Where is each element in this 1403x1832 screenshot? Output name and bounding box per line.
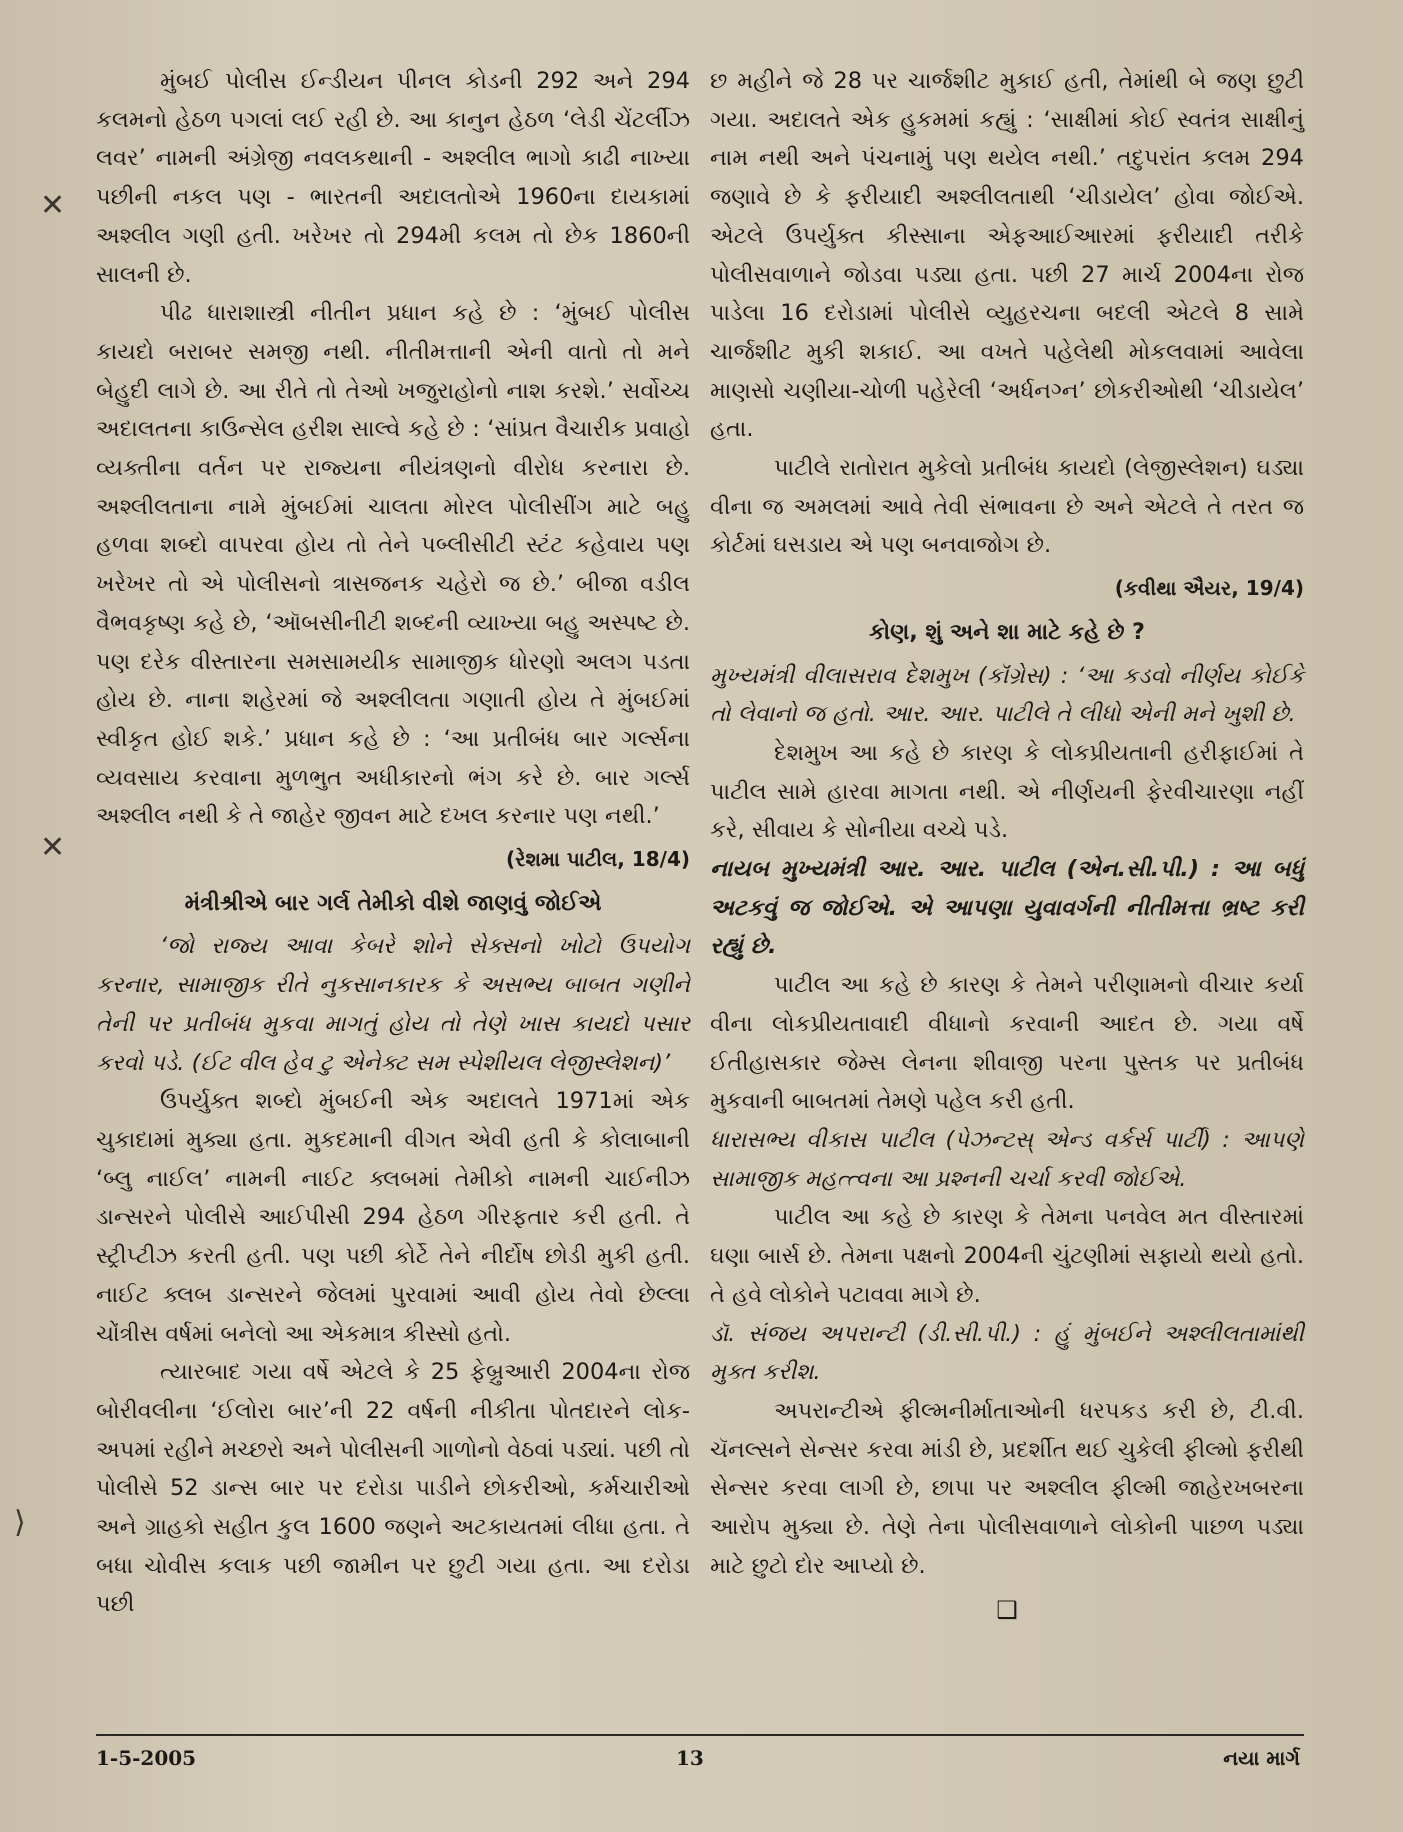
italic-quote: ડૉ. સંજય અપરાન્ટી (ડી.સી.પી.) : હું મુંબઈને અશ્લીલતામાંથી મુક્ત કરીશ. xyxy=(710,1320,1304,1386)
italic-quote: ‘જો રાજ્ય આવા કેબરે શોને સેક્સનો ખોટો ઉપયોગ કરનાર, સામાજીક રીતે નુકસાનકારક કે અસભ્ય બાબત ગણીને તેની પર પ્રતીબંધ મુકવા માગતું હોય તો તેણે ખાસ કાયદો પસાર કરવો પડે. (ઈટ વીલ હેવ ટુ એનેક્ટ સમ સ્પેશીયલ લેજીસ્લેશન)’ xyxy=(96,933,690,1076)
footer-divider xyxy=(96,1734,1304,1736)
magazine-name: નયા માર્ગ xyxy=(1223,1746,1300,1770)
italic-quote: ધારાસભ્ય વીકાસ પાટીલ (પેઝન્ટસ્ એન્ડ વર્કર્સ પાર્ટી) : આપણે સામાજીક મહત્ત્વના આ પ્રશ્નની ચર્ચા કરવી જોઈએ. xyxy=(710,1126,1304,1192)
end-square-icon: ❑ xyxy=(996,1596,1018,1625)
paragraph: છ મહીને જે 28 પર ચાર્જશીટ મુકાઈ હતી, તેમાંથી બે જણ છુટી ગયા. અદાલતે એક હુકમમાં કહ્યું : ‘સાક્ષીમાં કોઈ સ્વતંત્ર સાક્ષીનું નામ નથી અને પંચનામું પણ થયેલ નથી.’ તદુપરાંત કલમ 294 જણાવે છે કે ફરીયાદી અશ્લીલતાથી ‘ચીડાયેલ’ હોવા જોઈએ. એટલે ઉપર્યુક્ત કીસ્સાના એફઆઈઆરમાં ફરીયાદી તરીકે પોલીસવાળાને જોડવા પડ્યા હતા. પછી 27 માર્ચ 2004ના રોજ પાડેલા 16 દરોડામાં પોલીસે વ્યુહરચના બદલી એટલે 8 સામે ચાર્જશીટ મુકી શકાઈ. આ વખતે પહેલેથી મોકલવામાં આવેલા માણસો ચણીયા-ચોળી પહેરેલી ‘અર્ધનગ્ન’ છોકરીઓથી ‘ચીડાયેલ’ હતા. xyxy=(710,68,1304,443)
source-citation: (કવીથા ઐયર, 19/4) xyxy=(1114,576,1304,601)
paragraph: ઉપર્યુક્ત શબ્દો મુંબઈની એક અદાલતે 1971માં એક ચુકાદામાં મુક્યા હતા. મુકદમાની વીગત એવી હતી કે કોલાબાની ‘બ્લુ નાઈલ’ નામની નાઈટ ક્લબમાં તેમીકો નામની ચાઈનીઝ ડાન્સરને પોલીસે આઈપીસી 294 હેઠળ ગીરફતાર કરી હતી. તે સ્ટ્રીપ્ટીઝ કરતી હતી. પણ પછી કોર્ટે તેને નીર્દોષ છોડી મુકી હતી. નાઈટ ક્લબ ડાન્સરને જેલમાં પુરવામાં આવી હોય તેવો છેલ્લા ચોંત્રીસ વર્ષમાં બનેલો આ એકમાત્ર કીસ્સો હતો. xyxy=(96,1088,690,1347)
right-column xyxy=(710,62,1304,1630)
paragraph: દેશમુખ આ કહે છે કારણ કે લોકપ્રીયતાની હરીફાઈમાં તે પાટીલ સામે હારવા માગતા નથી. એ નીર્ણયની ફેરવીચારણા નહીં કરે, સીવાય કે સોનીયા વચ્ચે પડે. xyxy=(710,739,1304,844)
issue-date: 1-5-2005 xyxy=(96,1746,197,1770)
paragraph: અપરાન્ટીએ ફીલ્મનીર્માતાઓની ધરપકડ કરી છે, ટી.વી. ચૅનલ્સને સેન્સર કરવા માંડી છે, પ્રદર્શીત થઈ ચુકેલી ફીલ્મો ફરીથી સેન્સર કરવા લાગી છે, છાપા પર અશ્લીલ ફીલ્મી જાહેરખબરના આરોપ મુક્યા છે. તેણે તેના પોલીસવાળાને લોકોની પાછળ પડ્યા માટે છુટો દોર આપ્યો છે. xyxy=(710,1397,1304,1579)
italic-quote: મુખ્યમંત્રી વીલાસરાવ દેશમુખ (કૉંગ્રેસ) : ‘આ કડવો નીર્ણય કોઈકે તો લેવાનો જ હતો. આર. આર. પાટીલે તે લીધો એની મને ખુશી છે. xyxy=(710,662,1304,728)
italic-quote: નાયબ મુખ્યમંત્રી આર. આર. પાટીલ (એન.સી.પી.) : આ બધું અટકવું જ જોઈએ. એ આપણા યુવાવર્ગની નીતીમત્તા ભ્રષ્ટ કરી રહ્યું છે. xyxy=(710,856,1304,960)
section-subheading: મંત્રીશ્રીએ બાર ગર્લ તેમીકો વીશે જાણવું જોઈએ xyxy=(184,890,602,916)
paragraph: ત્યારબાદ ગયા વર્ષે એટલે કે 25 ફેબ્રુઆરી 2004ના રોજ બોરીવલીના ‘ઈલોરા બાર’ની 22 વર્ષની નીકીતા પોતદારને લોક-અપમાં રહીને મચ્છરો અને પોલીસની ગાળોનો વેઠવાં પડ્યાં. પછી તો પોલીસે 52 ડાન્સ બાર પર દરોડા પાડીને છોકરીઓ, કર્મચારીઓ અને ગ્રાહકો સહીત કુલ 1600 જણને અટકાયતમાં લીધા હતા. તે બધા ચોવીસ કલાક પછી જામીન પર છુટી ગયા હતા. આ દરોડા પછી xyxy=(96,1359,690,1618)
paragraph: પાટીલ આ કહે છે કારણ કે તેમના પનવેલ મત વીસ્તારમાં ઘણા બાર્સ છે. તેમના પક્ષનો 2004ની ચુંટણીમાં સફાયો થયો હતો. તે હવે લોકોને પટાવવા માગે છે. xyxy=(710,1204,1304,1308)
staple-mark-icon: ✕ xyxy=(40,830,66,865)
left-column xyxy=(96,62,690,1624)
paragraph: મુંબઈ પોલીસ ઈન્ડીયન પીનલ કોડની 292 અને 294 કલમનો હેઠળ પગલાં લઈ રહી છે. આ કાનુન હેઠળ ‘લેડી ચેંટર્લીઝ લવર’ નામની અંગ્રેજી નવલકથાની - અશ્લીલ ભાગો કાઢી નાખ્યા પછીની નકલ પણ - ભારતની અદાલતોએ 1960ના દાયકામાં અશ્લીલ ગણી હતી. ખરેખર તો 294મી કલમ તો છેક 1860ની સાલની છે. xyxy=(96,68,690,288)
paragraph: પીઢ ધારાશાસ્ત્રી નીતીન પ્રધાન કહે છે : ‘મુંબઈ પોલીસ કાયદો બરાબર સમજી નથી. નીતીમત્તાની એની વાતો તો મને બેહુદી લાગે છે. આ રીતે તો તેઓ ખજુરાહોનો નાશ કરશે.’ સર્વોચ્ચ અદાલતના કાઉન્સેલ હરીશ સાલ્વે કહે છે : ‘સાંપ્રત વૈચારીક પ્રવાહો વ્યક્તીના વર્તન પર રાજ્યના નીયંત્રણનો વીરોધ કરનારા છે. અશ્લીલતાના નામે મુંબઈમાં ચાલતા મોરલ પોલીસીંગ માટે બહુ હળવા શબ્દો વાપરવા હોય તો તેને પબ્લીસીટી સ્ટંટ કહેવાય પણ ખરેખર તો એ પોલીસનો ત્રાસજનક ચહેરો જ છે.’ બીજા વડીલ વૈભવકૃષ્ણ કહે છે, ‘ઑબસીનીટી શબ્દની વ્યાખ્યા બહુ અસ્પષ્ટ છે. પણ દરેક વીસ્તારના સમસામયીક સામાજીક ધોરણો અલગ પડતા હોય છે. નાના શહેરમાં જે અશ્લીલતા ગણાતી હોય તે મુંબઈમાં સ્વીકૃત હોઈ શકે.’ પ્રધાન કહે છે : ‘આ પ્રતીબંધ બાર ગર્લ્સના વ્યવસાય કરવાના મુળભુત અધીકારનો ભંગ કરે છે. બાર ગર્લ્સ અશ્લીલ નથી કે તે જાહેર જીવન માટે દખલ કરનાર પણ નથી.’ xyxy=(96,300,690,830)
paragraph: પાટીલ આ કહે છે કારણ કે તેમને પરીણામનો વીચાર કર્યા વીના લોકપ્રીયતાવાદી વીધાનો કરવાની આદત છે. ગયા વર્ષે ઈતીહાસકાર જેમ્સ લેનના શીવાજી પરના પુસ્તક પર પ્રતીબંધ મુકવાની બાબતમાં તેમણે પહેલ કરી હતી. xyxy=(710,972,1304,1115)
staple-mark-icon: ✕ xyxy=(40,188,66,223)
staple-mark-icon: ⟩ xyxy=(14,1505,26,1540)
page-number: 13 xyxy=(676,1746,704,1770)
source-citation: (રેશમા પાટીલ, 18/4) xyxy=(506,847,690,872)
paragraph: પાટીલે રાતોરાત મુકેલો પ્રતીબંધ કાયદો (લેજીસ્લેશન) ઘડ્યા વીના જ અમલમાં આવે તેવી સંભાવના છે અને એટલે તે તરત જ કોર્ટમાં ઘસડાય એ પણ બનવાજોગ છે. xyxy=(710,455,1304,559)
section-subheading: કોણ, શું અને શા માટે કહે છે ? xyxy=(869,619,1145,645)
